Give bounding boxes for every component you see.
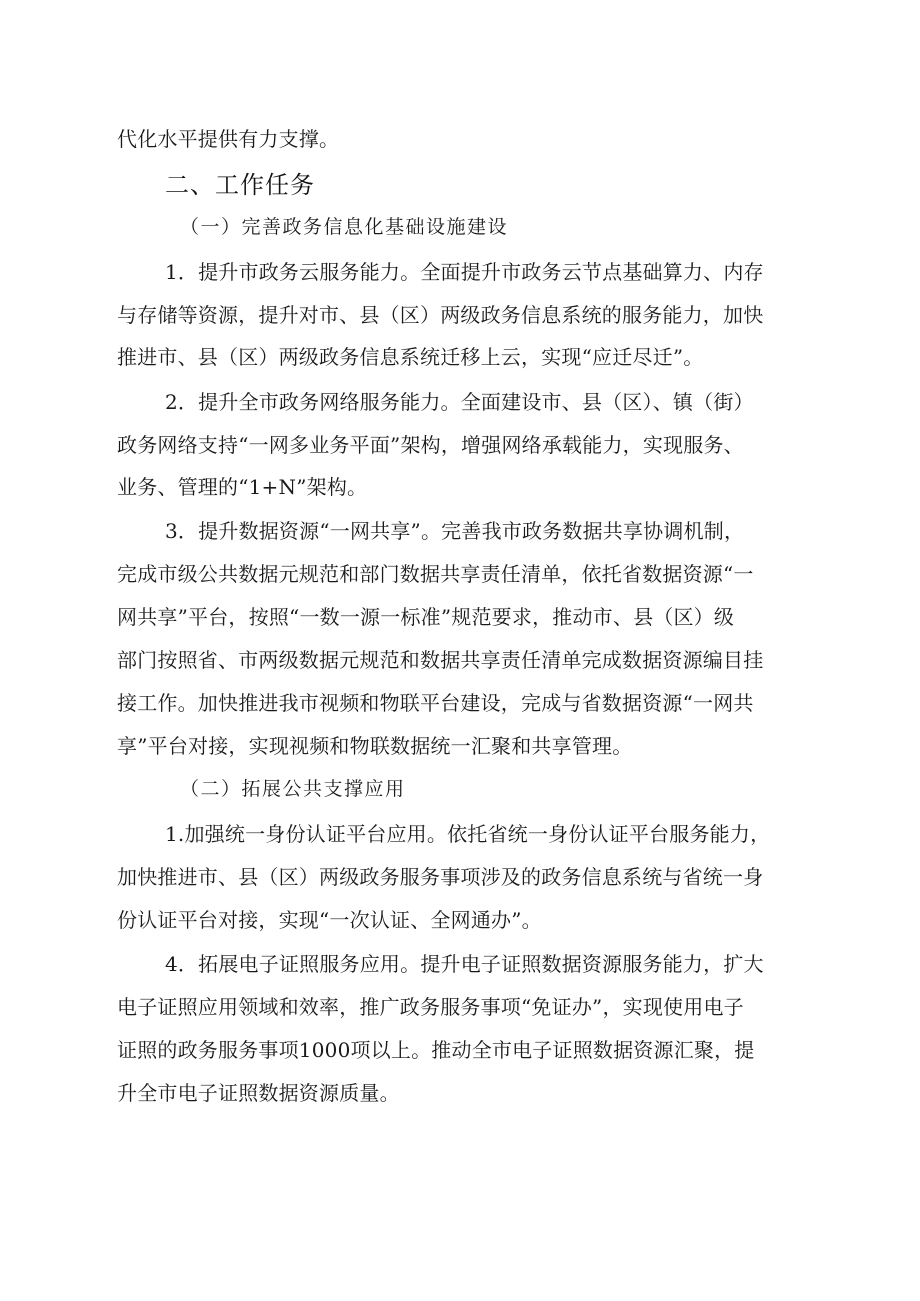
paragraph-line: 代化水平提供有力支撑。	[117, 127, 340, 151]
paragraph-line: 电子证照应用领域和效率，推广政务服务事项“免证办”，实现使用电子	[117, 995, 744, 1019]
paragraph-line: 完成市级公共数据元规范和部门数据共享责任清单，依托省数据资源“一	[117, 562, 754, 586]
subsection-title: （二）拓展公共支撑应用	[180, 778, 406, 800]
paragraph-line: 1．提升市政务云服务能力。全面提升市政务云节点基础算力、内存	[165, 260, 764, 284]
paragraph-line: 推进市、县（区）两级政务信息系统迁移上云，实现“应迁尽迁”。	[117, 345, 704, 369]
paragraph-line: 证照的政务服务事项1000项以上。推动全市电子证照数据资源汇聚，提	[117, 1038, 755, 1062]
paragraph-line: 网共享”平台，按照“一数一源一标准”规范要求，推动市、县（区）级	[117, 605, 735, 629]
section-title: 二、工作任务	[165, 171, 315, 199]
paragraph-line: 业务、管理的“1+N”架构。	[117, 475, 368, 499]
paragraph-line: 1.加强统一身份认证平台应用。依托省统一身份认证平台服务能力，	[165, 822, 771, 846]
paragraph-line: 加快推进市、县（区）两级政务服务事项涉及的政务信息系统与省统一身	[117, 865, 764, 889]
paragraph-line: 2．提升全市政务网络服务能力。全面建设市、县（区）、镇（街）	[165, 390, 754, 414]
paragraph-line: 3．提升数据资源“一网共享”。完善我市政务数据共享协调机制，	[165, 519, 745, 543]
paragraph-line: 享”平台对接，实现视频和物联数据统一汇聚和共享管理。	[117, 734, 633, 758]
paragraph-line: 政务网络支持“一网多业务平面”架构，增强网络承载能力，实现服务、	[117, 433, 744, 457]
paragraph-line: 接工作。加快推进我市视频和物联平台建设，完成与省数据资源“一网共	[117, 691, 754, 715]
paragraph-line: 与存储等资源，提升对市、县（区）两级政务信息系统的服务能力，加快	[117, 303, 764, 327]
paragraph-line: 4．拓展电子证照服务应用。提升电子证照数据资源服务能力，扩大	[165, 952, 764, 976]
subsection-title: （一）完善政务信息化基础设施建设	[180, 216, 509, 238]
paragraph-line: 部门按照省、市两级数据元规范和数据共享责任清单完成数据资源编目挂	[117, 648, 764, 672]
paragraph-line: 升全市电子证照数据资源质量。	[117, 1081, 400, 1105]
paragraph-line: 份认证平台对接，实现“一次认证、全网通办”。	[117, 908, 542, 932]
